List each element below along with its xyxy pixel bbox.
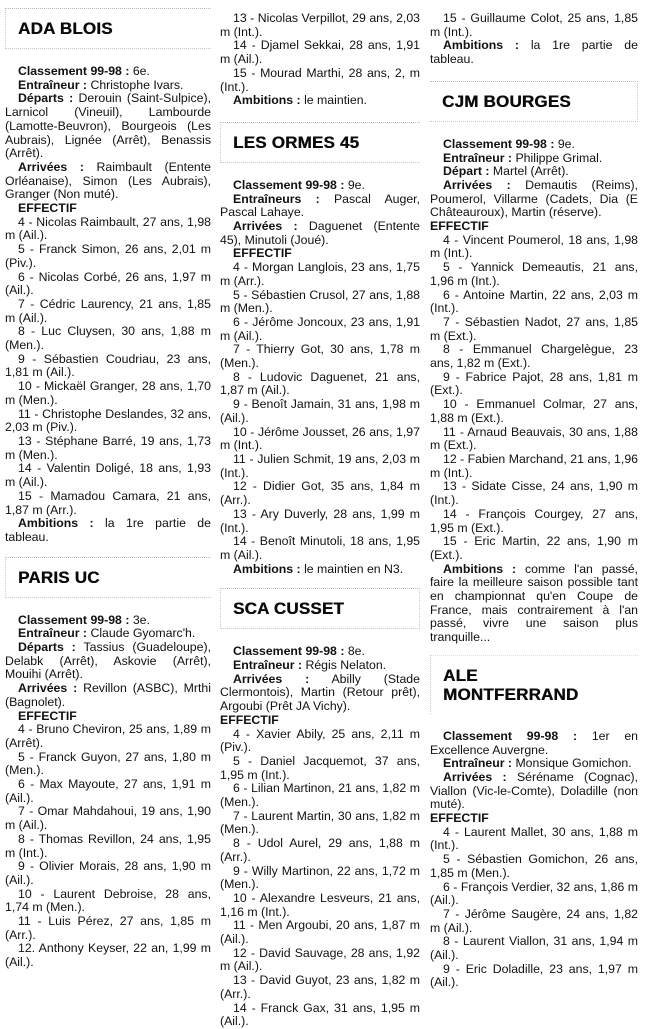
player-entry: 8 - Luc Cluysen, 30 ans, 1,88 m (Men.). bbox=[5, 324, 211, 353]
team-section-cjm-bourges bbox=[430, 81, 638, 645]
classement-label: Classement 99-98 : bbox=[443, 728, 578, 743]
player-entry: 4 - Laurent Mallet, 30 ans, 1,88 m (Int.). bbox=[430, 824, 638, 853]
player-list bbox=[430, 12, 638, 39]
player-list bbox=[5, 723, 211, 970]
player-entry: 9 - Benoît Jamain, 31 ans, 1,98 m (Ail.). bbox=[220, 397, 420, 425]
player-entry: 4 - Nicolas Raimbault, 27 ans, 1,98 m (Ail.). bbox=[5, 214, 211, 243]
player-entry: 5 - Franck Simon, 26 ans, 2,01 m (Piv.). bbox=[5, 242, 211, 270]
ambitions-line bbox=[430, 39, 638, 66]
entraineur-line bbox=[5, 627, 211, 641]
ambitions-label: Ambitions : bbox=[18, 516, 94, 531]
player-entry: 7 - Jérôme Saugère, 24 ans, 1,82 m (Ail.). bbox=[430, 906, 638, 935]
depart-value: Martel (Arrêt). bbox=[492, 164, 569, 179]
arrivees-value: Demautis (Reims), Poumerol, Villarme (Cadets, Dia (E Châteauroux), Martin (réserve). bbox=[430, 177, 638, 220]
arrivees-value: Raimbault (Entente Orléanaise), Simon (Les Aubrais), Granger (Non muté). bbox=[5, 159, 211, 202]
player-entry: 6 - Nicolas Corbé, 26 ans, 1,97 m (Ail.). bbox=[5, 269, 211, 298]
team-name: CJM BOURGES bbox=[442, 91, 571, 111]
classement-line bbox=[430, 138, 638, 152]
player-entry: 10 - Jérôme Jousset, 26 ans, 1,97 m (Int.). bbox=[220, 424, 420, 453]
player-entry: 4 - Bruno Cheviron, 25 ans, 1,89 m (Arrêt). bbox=[5, 722, 211, 750]
player-entry: 5 - Sébastien Crusol, 27 ans, 1,88 m (Men.). bbox=[220, 287, 420, 316]
team-header-box bbox=[430, 655, 638, 714]
player-entry: 14 - Benoît Minutoli, 18 ans, 1,95 m (Ail.). bbox=[220, 534, 420, 562]
player-entry: 10 - Alexandre Lesveurs, 21 ans, 1,16 m (Int.). bbox=[220, 890, 420, 919]
entraineur-label: Entraîneur : bbox=[18, 626, 88, 641]
entraineur-label: Entraîneur : bbox=[18, 77, 88, 92]
player-entry: 11 - Arnaud Beauvais, 30 ans, 1,88 m (Ext.). bbox=[430, 424, 638, 453]
entraineur-value: Régis Nelaton. bbox=[305, 658, 387, 673]
arrivees-label: Arrivées : bbox=[443, 769, 507, 784]
classement-line bbox=[5, 614, 211, 628]
entraineurs-value: Pascal Auger, Pascal Lahaye. bbox=[220, 191, 420, 220]
player-entry: 6 - Lilian Martinon, 21 ans, 1,82 m (Men.). bbox=[220, 781, 420, 810]
departs-value: Derouin (Saint-Sulpice), Larnicol (Vineuil), Lambourde (Lamotte-Beuvron), Bourgeois (Les Aubrais), Lignée (Arrêt), Benassis (Arrêt). bbox=[5, 91, 211, 161]
classement-label: Classement 99-98 : bbox=[18, 64, 130, 78]
player-entry: 11 - Men Argoubi, 20 ans, 1,87 m (Ail.). bbox=[220, 918, 420, 947]
effectif-heading: EFFECTIF bbox=[18, 708, 77, 723]
depart-label: Départ : bbox=[443, 164, 490, 179]
team-name-line-1: ALE bbox=[443, 665, 478, 685]
player-entry: 11 - Christophe Deslandes, 32 ans, 2,03 m (Piv.). bbox=[5, 406, 211, 435]
effectif-heading: EFFECTIF bbox=[18, 201, 77, 216]
ambitions-line bbox=[220, 563, 420, 577]
arrivees-label: Arrivées : bbox=[18, 159, 84, 174]
classement-value: 8e. bbox=[347, 644, 365, 659]
arrivees-value: Daguenet (Entente 45), Minutoli (Joué). bbox=[220, 219, 420, 247]
entraineur-label: Entraîneur : bbox=[443, 756, 513, 771]
player-entry: 5 - Franck Guyon, 27 ans, 1,80 m (Men.). bbox=[5, 749, 211, 778]
player-list bbox=[430, 826, 638, 990]
team-header-box bbox=[430, 81, 638, 122]
player-entry: 8 - Udol Aurel, 29 ans, 1,88 m (Arr.). bbox=[220, 836, 420, 864]
player-entry: 9 - Fabrice Pajot, 28 ans, 1,81 m (Ext.). bbox=[430, 369, 638, 398]
player-entry: 4 - Vincent Poumerol, 18 ans, 1,98 m (Int.). bbox=[430, 232, 638, 261]
arrivees-line bbox=[220, 673, 420, 714]
classement-value: 6e. bbox=[132, 64, 150, 78]
player-entry: 14 - François Courgey, 27 ans, 1,95 m (Ext.). bbox=[430, 506, 638, 535]
player-entry: 13 - David Guyot, 23 ans, 1,82 m (Arr.). bbox=[220, 973, 420, 1001]
player-entry: 14 - Franck Gax, 31 ans, 1,95 m (Ail.). bbox=[220, 1000, 420, 1029]
arrivees-line bbox=[430, 179, 638, 220]
entraineur-line bbox=[220, 659, 420, 673]
ambitions-value: la 1re partie de tableau. bbox=[430, 38, 638, 67]
player-entry: 8 - Laurent Viallon, 31 ans, 1,94 m (Ail.). bbox=[430, 934, 638, 963]
player-list bbox=[430, 234, 638, 563]
entraineur-value: Monsique Gomichon. bbox=[515, 756, 632, 771]
entraineurs-line bbox=[220, 193, 420, 220]
player-entry: 6 - Max Mayoute, 27 ans, 1,91 m (Ail.). bbox=[5, 777, 211, 805]
arrivees-line bbox=[5, 682, 211, 709]
player-entry: 9 - Willy Martinon, 22 ans, 1,72 m (Men.). bbox=[220, 863, 420, 892]
arrivees-value: Revillon (ASBC), Mrthi (Bagnolet). bbox=[5, 681, 211, 709]
classement-value: 1er en Excellence Auvergne. bbox=[430, 728, 639, 757]
player-entry: 10 - Mickaël Granger, 28 ans, 1,70 m (Men.). bbox=[5, 379, 211, 407]
player-entry: 13 - Nicolas Verpillot, 29 ans, 2,03 m (Int.). bbox=[220, 11, 420, 39]
ambitions-value: comme l'an passé, faire la meilleure saison possible tant en championnat qu'en Coupe de France, mais contrairement à l'an passé, vivre une saison plus tranquille... bbox=[430, 561, 638, 645]
classement-line bbox=[220, 179, 420, 193]
classement-label: Classement 99-98 : bbox=[443, 136, 555, 151]
player-entry: 14 - Valentin Doligé, 18 ans, 1,93 m (Ail.). bbox=[5, 461, 211, 490]
team-header-box bbox=[5, 557, 211, 598]
effectif-heading: EFFECTIF bbox=[430, 219, 489, 234]
arrivees-line bbox=[430, 771, 638, 812]
entraineur-value: Philippe Grimal. bbox=[515, 150, 603, 165]
classement-label: Classement 99-98 : bbox=[233, 644, 345, 659]
entraineur-line bbox=[430, 757, 638, 771]
entraineur-line bbox=[430, 152, 638, 166]
column-middle bbox=[220, 0, 420, 1029]
classement-value: 9e. bbox=[347, 177, 365, 192]
classement-label: Classement 99-98 : bbox=[233, 177, 345, 192]
player-entry: 13 - Ary Duverly, 28 ans, 1,99 m (Int.). bbox=[220, 506, 420, 535]
classement-line bbox=[5, 65, 211, 79]
player-entry: 8 - Thomas Revillon, 24 ans, 1,95 m (Int.). bbox=[5, 831, 211, 860]
player-entry: 10 - Laurent Debroise, 28 ans, 1,74 m (Men.). bbox=[5, 886, 211, 915]
team-name-line-2: MONTFERRAND bbox=[443, 684, 579, 704]
player-entry: 12 - Didier Got, 35 ans, 1,84 m (Arr.). bbox=[220, 479, 420, 508]
player-entry: 12. Anthony Keyser, 22 an, 1,99 m (Ail.). bbox=[5, 941, 211, 970]
ambitions-value: le maintien en N3. bbox=[304, 561, 404, 576]
team-name: LES ORMES 45 bbox=[233, 132, 360, 152]
team-header-box bbox=[220, 588, 420, 629]
arrivees-line bbox=[5, 161, 211, 202]
player-entry: 9 - Eric Doladille, 23 ans, 1,97 m (Ail.). bbox=[430, 961, 638, 990]
player-list bbox=[220, 261, 420, 562]
player-list bbox=[220, 12, 420, 94]
effectif-heading: EFFECTIF bbox=[430, 811, 489, 826]
arrivees-label: Arrivées : bbox=[18, 681, 78, 696]
ambitions-label: Ambitions : bbox=[233, 561, 301, 576]
player-entry: 5 - Sébastien Gomichon, 26 ans, 1,85 m (Men.). bbox=[430, 852, 638, 880]
team-section-les-ormes-45 bbox=[220, 122, 420, 576]
effectif-heading: EFFECTIF bbox=[233, 246, 292, 261]
player-entry: 6 - Jérôme Joncoux, 23 ans, 1,91 m (Ail.). bbox=[220, 314, 420, 343]
team-section-sca-cusset bbox=[220, 588, 420, 1029]
team-name: PARIS UC bbox=[18, 567, 100, 587]
effectif-heading: EFFECTIF bbox=[220, 712, 279, 727]
departs-label: Départs : bbox=[18, 91, 74, 106]
player-entry: 5 - Daniel Jacquemot, 37 ans, 1,95 m (Int.). bbox=[220, 753, 420, 782]
continuation-previous-team bbox=[430, 4, 638, 67]
entraineur-value: Christophe Ivars. bbox=[90, 77, 184, 92]
team-header-box bbox=[5, 8, 211, 49]
column-left bbox=[5, 0, 211, 970]
player-entry: 8 - Emmanuel Chargelègue, 23 ans, 1,82 m (Ext.). bbox=[430, 342, 638, 371]
entraineur-label: Entraîneur : bbox=[233, 658, 303, 673]
departs-line bbox=[5, 92, 211, 161]
player-entry: 7 - Sébastien Nadot, 27 ans, 1,85 m (Ext.). bbox=[430, 314, 638, 343]
player-entry: 15 - Guillaume Colot, 25 ans, 1,85 m (Int.). bbox=[430, 11, 638, 39]
arrivees-label: Arrivées : bbox=[233, 671, 310, 686]
arrivees-label: Arrivées : bbox=[443, 177, 511, 192]
player-entry: 4 - Morgan Langlois, 23 ans, 1,75 m (Arr.). bbox=[220, 260, 420, 288]
departs-value: Tassius (Guadeloupe), Delabk (Arrêt), Askovie (Arrêt), Mouihi (Arrêt). bbox=[5, 640, 211, 682]
player-entry: 10 - Emmanuel Colmar, 27 ans, 1,88 m (Ext.). bbox=[430, 397, 638, 425]
player-entry: 7 - Thierry Got, 30 ans, 1,78 m (Men.). bbox=[220, 342, 420, 371]
classement-label: Classement 99-98 : bbox=[18, 612, 130, 627]
departs-line bbox=[5, 641, 211, 682]
player-entry: 7 - Cédric Laurency, 21 ans, 1,85 m (Ail.). bbox=[5, 296, 211, 325]
ambitions-label: Ambitions : bbox=[233, 93, 301, 108]
player-entry: 15 - Mourad Marthi, 28 ans, 2, m (Int.). bbox=[220, 65, 420, 94]
entraineurs-label: Entraîneurs : bbox=[233, 191, 320, 206]
ambitions-line bbox=[220, 94, 420, 108]
arrivees-value: Abilly (Stade Clermontois), Martin (Retour prêt), Argoubi (Prêt JA Vichy). bbox=[220, 671, 420, 714]
arrivees-line bbox=[220, 220, 420, 247]
ambitions-line bbox=[430, 563, 638, 645]
team-section-ale-montferrand bbox=[430, 655, 638, 990]
classement-line bbox=[220, 645, 420, 659]
arrivees-value: Séréname (Cognac), Viallon (Vic-le-Comte), Doladille (non muté). bbox=[430, 769, 638, 812]
classement-value: 3e. bbox=[132, 612, 150, 627]
player-entry: 14 - Djamel Sekkai, 28 ans, 1,91 m (Ail.). bbox=[220, 38, 420, 67]
departs-label: Départs : bbox=[18, 640, 76, 655]
arrivees-label: Arrivées : bbox=[233, 219, 298, 234]
player-entry: 4 - Xavier Abily, 25 ans, 2,11 m (Piv.). bbox=[220, 726, 420, 755]
player-list bbox=[220, 728, 420, 1029]
player-entry: 11 - Luis Pérez, 27 ans, 1,85 m (Arr.). bbox=[5, 914, 211, 942]
player-entry: 6 - François Verdier, 32 ans, 1,86 m (Ail.). bbox=[430, 879, 638, 908]
ambitions-label: Ambitions : bbox=[443, 38, 520, 53]
team-header-box bbox=[220, 122, 420, 163]
depart-line bbox=[430, 165, 638, 179]
player-entry: 9 - Olivier Morais, 28 ans, 1,90 m (Ail.). bbox=[5, 859, 211, 887]
player-entry: 7 - Laurent Martin, 30 ans, 1,82 m (Men.). bbox=[220, 808, 420, 837]
player-entry: 9 - Sébastien Coudriau, 23 ans, 1,81 m (Ail.). bbox=[5, 351, 211, 380]
team-section-paris-uc bbox=[5, 557, 211, 970]
team-name: ADA BLOIS bbox=[18, 19, 113, 38]
ambitions-value: le maintien. bbox=[304, 93, 367, 108]
ambitions-line bbox=[5, 517, 211, 544]
ambitions-value: la 1re partie de tableau. bbox=[5, 516, 211, 544]
player-entry: 12 - Fabien Marchand, 21 ans, 1,96 m (Int.). bbox=[430, 451, 638, 480]
player-entry: 13 - Stéphane Barré, 19 ans, 1,73 m (Men.). bbox=[5, 433, 211, 462]
entraineur-label: Entraîneur : bbox=[443, 150, 513, 165]
team-section-ada-blois bbox=[5, 8, 211, 545]
player-entry: 12 - David Sauvage, 28 ans, 1,92 m (Ail.). bbox=[220, 945, 420, 974]
player-entry: 13 - Sidate Cisse, 24 ans, 1,90 m (Int.). bbox=[430, 479, 638, 508]
team-name: SCA CUSSET bbox=[233, 599, 344, 619]
player-entry: 7 - Omar Mahdahoui, 19 ans, 1,90 m (Ail.). bbox=[5, 804, 211, 833]
player-entry: 15 - Mamadou Camara, 21 ans, 1,87 m (Arr.). bbox=[5, 488, 211, 517]
classement-line bbox=[430, 730, 638, 757]
player-entry: 8 - Ludovic Daguenet, 21 ans, 1,87 m (Ail.). bbox=[220, 369, 420, 398]
player-list bbox=[5, 216, 211, 517]
entraineur-line bbox=[5, 79, 211, 93]
player-entry: 5 - Yannick Demeautis, 21 ans, 1,96 m (Int.). bbox=[430, 260, 638, 288]
continuation-previous-team bbox=[220, 4, 420, 108]
classement-value: 9e. bbox=[557, 136, 575, 151]
column-right bbox=[430, 0, 638, 990]
player-entry: 11 - Julien Schmit, 19 ans, 2,03 m (Int.). bbox=[220, 451, 420, 480]
ambitions-label: Ambitions : bbox=[443, 561, 517, 576]
player-entry: 15 - Eric Martin, 22 ans, 1,90 m (Ext.). bbox=[430, 534, 638, 562]
player-entry: 6 - Antoine Martin, 22 ans, 2,03 m (Int.). bbox=[430, 287, 638, 316]
entraineur-value: Claude Gyomarc'h. bbox=[90, 626, 196, 641]
